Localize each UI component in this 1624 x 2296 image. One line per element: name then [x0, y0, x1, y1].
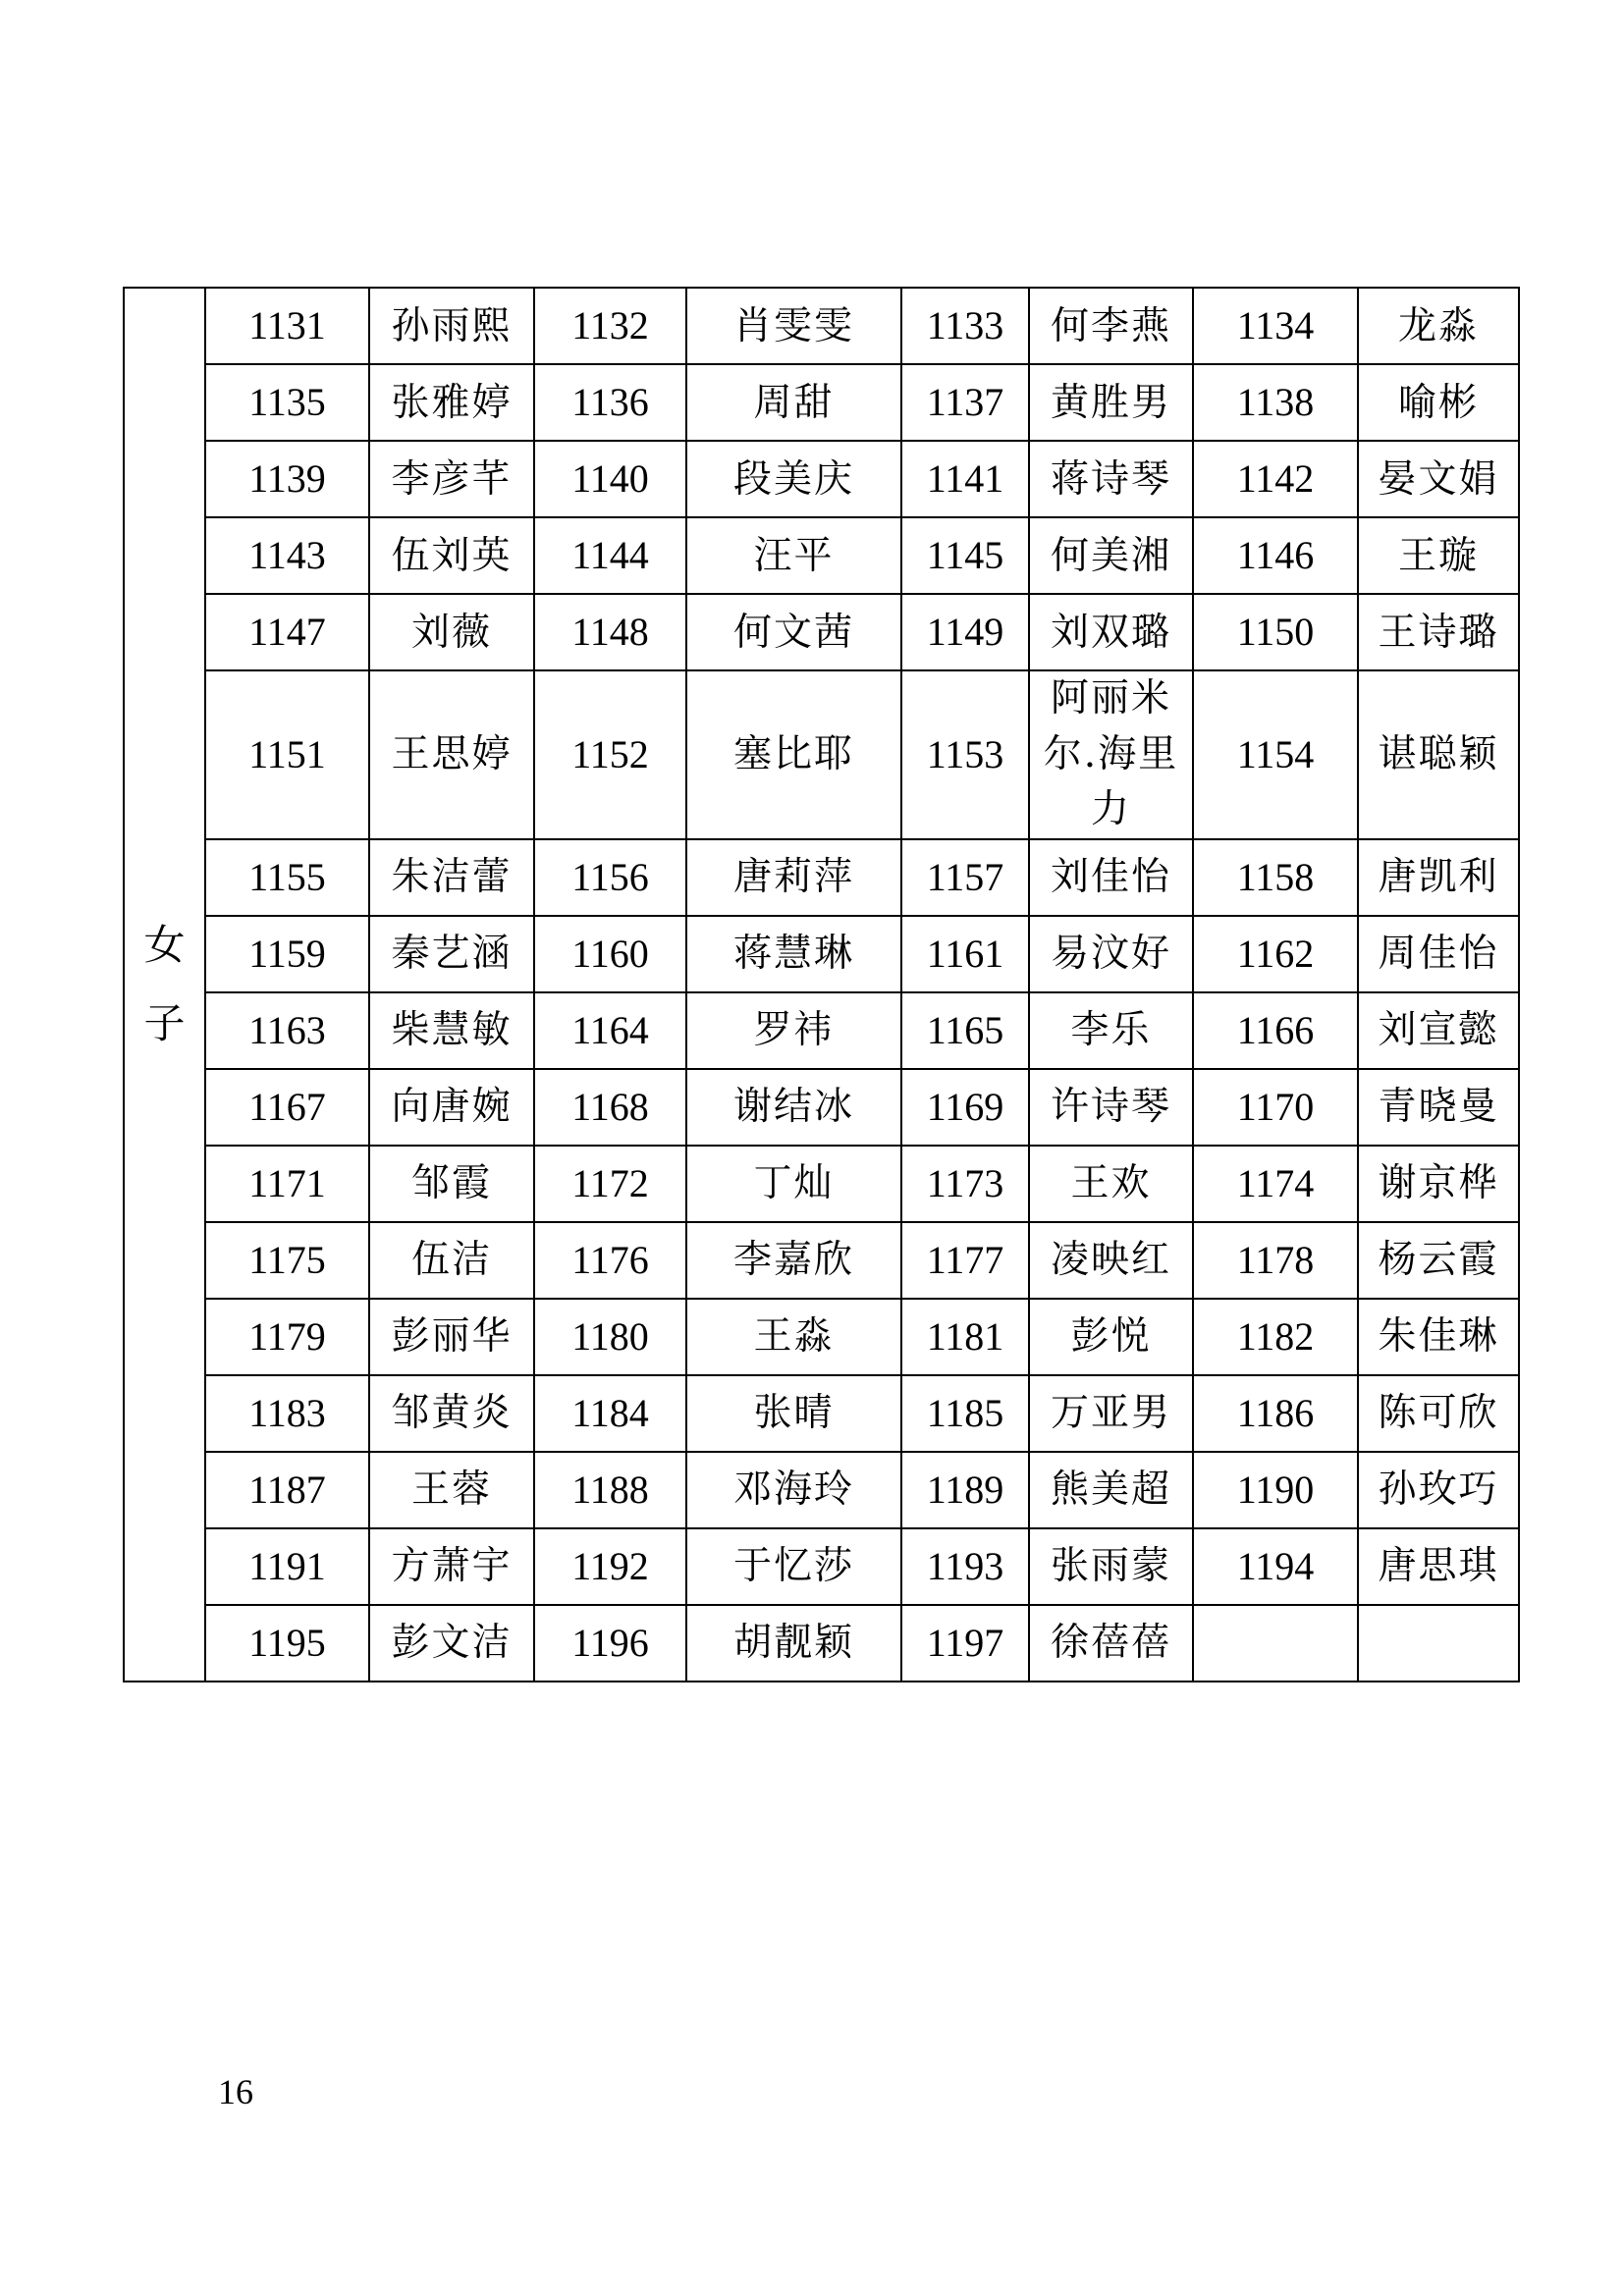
entry-name: 胡靓颖: [686, 1605, 901, 1682]
entry-name: 杨云霞: [1358, 1222, 1519, 1299]
entry-number: 1164: [534, 992, 686, 1069]
entry-name: 朱洁蕾: [369, 839, 534, 916]
entry-number: 1184: [534, 1375, 686, 1452]
entry-number: 1155: [205, 839, 369, 916]
entry-number: 1150: [1193, 594, 1358, 670]
entry-name: 邓海玲: [686, 1452, 901, 1528]
entry-number: 1149: [901, 594, 1029, 670]
table-row: [124, 1222, 1519, 1299]
entry-name: 黄胜男: [1029, 364, 1193, 441]
entry-number: 1187: [205, 1452, 369, 1528]
roster-body: [124, 288, 1519, 1682]
entry-name: 向唐婉: [369, 1069, 534, 1146]
entry-number: 1133: [901, 288, 1029, 364]
entry-name: 蒋诗琴: [1029, 441, 1193, 517]
entry-name: 刘薇: [369, 594, 534, 670]
entry-name: 段美庆: [686, 441, 901, 517]
table-row: [124, 441, 1519, 517]
entry-name: 周甜: [686, 364, 901, 441]
entry-name: 孙玫巧: [1358, 1452, 1519, 1528]
entry-name: 李彦芊: [369, 441, 534, 517]
entry-name: 张雨蒙: [1029, 1528, 1193, 1605]
entry-name: 伍洁: [369, 1222, 534, 1299]
entry-name: 龙淼: [1358, 288, 1519, 364]
entry-number: 1158: [1193, 839, 1358, 916]
entry-number: 1162: [1193, 916, 1358, 992]
entry-name: 凌映红: [1029, 1222, 1193, 1299]
entry-name: 王思婷: [369, 670, 534, 839]
entry-number: 1180: [534, 1299, 686, 1375]
entry-name: 刘佳怡: [1029, 839, 1193, 916]
entry-number: 1191: [205, 1528, 369, 1605]
entry-number: 1165: [901, 992, 1029, 1069]
entry-number: 1132: [534, 288, 686, 364]
entry-number: 1186: [1193, 1375, 1358, 1452]
entry-number: 1168: [534, 1069, 686, 1146]
entry-name: 何文茜: [686, 594, 901, 670]
entry-number: 1170: [1193, 1069, 1358, 1146]
entry-name: 朱佳琳: [1358, 1299, 1519, 1375]
table-row: [124, 992, 1519, 1069]
entry-name: 彭文洁: [369, 1605, 534, 1682]
table-row: [124, 594, 1519, 670]
entry-number: 1157: [901, 839, 1029, 916]
entry-number: 1169: [901, 1069, 1029, 1146]
entry-name: 孙雨熙: [369, 288, 534, 364]
entry-name: 王璇: [1358, 517, 1519, 594]
entry-name: 彭悦: [1029, 1299, 1193, 1375]
entry-name: 谢京桦: [1358, 1146, 1519, 1222]
entry-name: 喻彬: [1358, 364, 1519, 441]
entry-name: 罗祎: [686, 992, 901, 1069]
entry-number: 1154: [1193, 670, 1358, 839]
entry-number: 1136: [534, 364, 686, 441]
entry-name: 何美湘: [1029, 517, 1193, 594]
table-row: [124, 288, 1519, 364]
roster-table: [123, 287, 1520, 1682]
entry-number: 1178: [1193, 1222, 1358, 1299]
entry-name: 刘宣懿: [1358, 992, 1519, 1069]
entry-name: 邹霞: [369, 1146, 534, 1222]
page-number: 16: [218, 2072, 253, 2111]
entry-number: 1182: [1193, 1299, 1358, 1375]
entry-number: 1148: [534, 594, 686, 670]
entry-number: 1167: [205, 1069, 369, 1146]
entry-number: 1152: [534, 670, 686, 839]
entry-number: 1172: [534, 1146, 686, 1222]
table-row: [124, 364, 1519, 441]
entry-number: 1193: [901, 1528, 1029, 1605]
table-row: [124, 1069, 1519, 1146]
entry-number: 1175: [205, 1222, 369, 1299]
entry-number: 1159: [205, 916, 369, 992]
entry-name: 李嘉欣: [686, 1222, 901, 1299]
entry-name: 丁灿: [686, 1146, 901, 1222]
entry-number: 1156: [534, 839, 686, 916]
table-row: [124, 1146, 1519, 1222]
entry-number: 1135: [205, 364, 369, 441]
entry-name: 谌聪颖: [1358, 670, 1519, 839]
entry-number: 1196: [534, 1605, 686, 1682]
entry-name: 熊美超: [1029, 1452, 1193, 1528]
entry-name: 万亚男: [1029, 1375, 1193, 1452]
entry-number: [1193, 1605, 1358, 1682]
entry-name: 易汶好: [1029, 916, 1193, 992]
table-row: [124, 1452, 1519, 1528]
entry-name: 肖雯雯: [686, 288, 901, 364]
entry-number: 1137: [901, 364, 1029, 441]
entry-name: 徐蓓蓓: [1029, 1605, 1193, 1682]
table-row: [124, 1299, 1519, 1375]
entry-number: 1179: [205, 1299, 369, 1375]
entry-number: 1146: [1193, 517, 1358, 594]
entry-number: 1195: [205, 1605, 369, 1682]
entry-number: 1153: [901, 670, 1029, 839]
entry-number: 1192: [534, 1528, 686, 1605]
table-row: [124, 916, 1519, 992]
table-row: [124, 517, 1519, 594]
entry-name: 唐凯利: [1358, 839, 1519, 916]
entry-number: 1176: [534, 1222, 686, 1299]
entry-name: 伍刘英: [369, 517, 534, 594]
entry-number: 1163: [205, 992, 369, 1069]
entry-number: 1143: [205, 517, 369, 594]
entry-number: 1181: [901, 1299, 1029, 1375]
entry-number: 1173: [901, 1146, 1029, 1222]
entry-number: 1131: [205, 288, 369, 364]
entry-number: 1189: [901, 1452, 1029, 1528]
entry-number: 1194: [1193, 1528, 1358, 1605]
entry-name: 汪平: [686, 517, 901, 594]
entry-name: 方萧宇: [369, 1528, 534, 1605]
entry-number: 1145: [901, 517, 1029, 594]
entry-number: 1144: [534, 517, 686, 594]
entry-name: 何李燕: [1029, 288, 1193, 364]
entry-number: 1141: [901, 441, 1029, 517]
entry-name: 刘双璐: [1029, 594, 1193, 670]
entry-number: 1185: [901, 1375, 1029, 1452]
entry-number: 1138: [1193, 364, 1358, 441]
entry-name: 蒋慧琳: [686, 916, 901, 992]
entry-name: 王欢: [1029, 1146, 1193, 1222]
group-label: 女 子: [124, 288, 205, 1682]
entry-name: 柴慧敏: [369, 992, 534, 1069]
entry-number: 1166: [1193, 992, 1358, 1069]
entry-number: 1147: [205, 594, 369, 670]
entry-name: 王淼: [686, 1299, 901, 1375]
table-row: [124, 1605, 1519, 1682]
entry-name: 唐思琪: [1358, 1528, 1519, 1605]
entry-number: 1140: [534, 441, 686, 517]
entry-name: 张雅婷: [369, 364, 534, 441]
entry-number: 1197: [901, 1605, 1029, 1682]
entry-name: 李乐: [1029, 992, 1193, 1069]
entry-number: 1139: [205, 441, 369, 517]
entry-name: 王诗璐: [1358, 594, 1519, 670]
entry-number: 1160: [534, 916, 686, 992]
entry-number: 1183: [205, 1375, 369, 1452]
entry-name: 陈可欣: [1358, 1375, 1519, 1452]
entry-name: 彭丽华: [369, 1299, 534, 1375]
entry-name: 青晓曼: [1358, 1069, 1519, 1146]
entry-number: 1174: [1193, 1146, 1358, 1222]
entry-number: 1177: [901, 1222, 1029, 1299]
entry-number: 1161: [901, 916, 1029, 992]
entry-number: 1134: [1193, 288, 1358, 364]
entry-name: 塞比耶: [686, 670, 901, 839]
table-row: [124, 1528, 1519, 1605]
entry-name: [1358, 1605, 1519, 1682]
entry-name: 张晴: [686, 1375, 901, 1452]
entry-number: 1190: [1193, 1452, 1358, 1528]
entry-name: 周佳怡: [1358, 916, 1519, 992]
table-row: [124, 1375, 1519, 1452]
entry-number: 1151: [205, 670, 369, 839]
entry-name: 许诗琴: [1029, 1069, 1193, 1146]
entry-name: 王蓉: [369, 1452, 534, 1528]
entry-number: 1188: [534, 1452, 686, 1528]
entry-name: 唐莉萍: [686, 839, 901, 916]
entry-name: 邹黄炎: [369, 1375, 534, 1452]
entry-name: 阿丽米尔.海里力: [1029, 670, 1193, 839]
table-row: [124, 670, 1519, 839]
table-row: [124, 839, 1519, 916]
entry-name: 晏文娟: [1358, 441, 1519, 517]
entry-name: 秦艺涵: [369, 916, 534, 992]
entry-name: 谢结冰: [686, 1069, 901, 1146]
entry-number: 1171: [205, 1146, 369, 1222]
entry-number: 1142: [1193, 441, 1358, 517]
entry-name: 于忆莎: [686, 1528, 901, 1605]
